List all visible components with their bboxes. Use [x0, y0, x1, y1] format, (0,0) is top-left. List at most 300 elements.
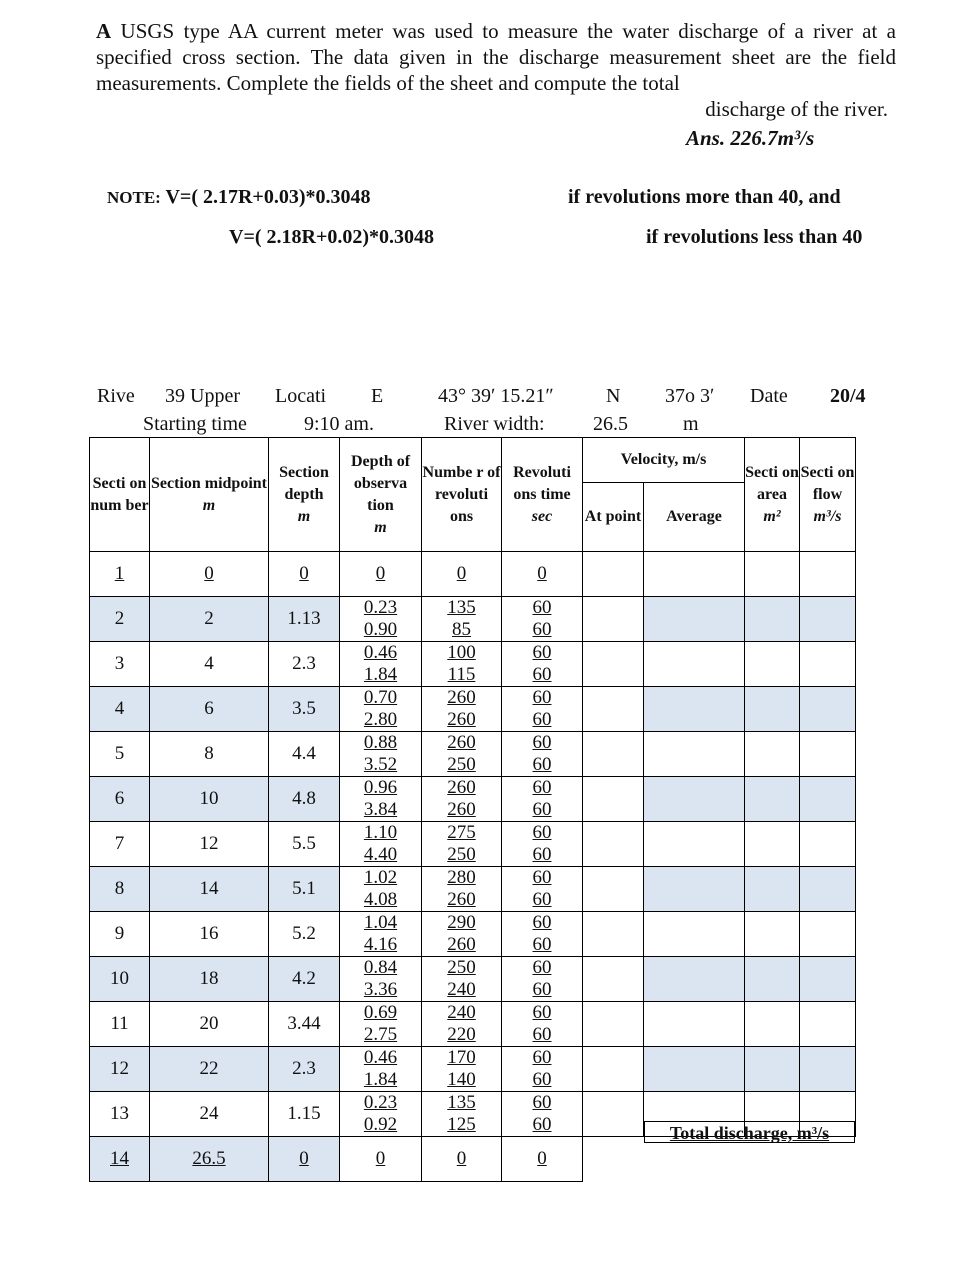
- obs-depth-value: 2.75: [363, 1024, 398, 1045]
- revolutions: [422, 732, 501, 776]
- col-section-flow: Secti on flow m³/s: [800, 438, 856, 552]
- cell-obs: [340, 687, 422, 732]
- revolutions: [422, 1047, 501, 1091]
- cell-vel-point[interactable]: [583, 1137, 644, 1182]
- rev-time-value: 60: [532, 844, 552, 865]
- cell-obs: 0: [340, 1137, 422, 1182]
- vel-point-blank-value: [583, 889, 643, 911]
- revolutions: [422, 822, 501, 866]
- cell-vel-point[interactable]: [583, 822, 644, 867]
- obs-depth-value: 4.40: [363, 844, 398, 865]
- cell-obs: [340, 642, 422, 687]
- rev-time-value: 60: [532, 687, 552, 708]
- note-label: NOTE:: [107, 188, 161, 207]
- obs-depth-value: 0.92: [363, 1114, 398, 1135]
- cell-depth: 1.13: [269, 597, 340, 642]
- revolutions-value: 135: [447, 1092, 476, 1113]
- cell-vel-point[interactable]: [583, 732, 644, 777]
- cell-num: 2: [90, 597, 150, 642]
- width-value: 26.5: [593, 413, 628, 435]
- obs-depth-value: 0.70: [363, 687, 398, 708]
- revolutions-value: 135: [447, 597, 476, 618]
- cell-vel-point[interactable]: [583, 912, 644, 957]
- cell-rev: [422, 912, 502, 957]
- cell-vel-point[interactable]: [583, 867, 644, 912]
- cell-vel-avg[interactable]: [644, 822, 745, 867]
- cell-obs: [340, 957, 422, 1002]
- revolutions-value: 170: [447, 1047, 476, 1068]
- cell-time: [502, 867, 583, 912]
- cell-depth: 0: [269, 552, 340, 597]
- obs-depth-value: 3.36: [363, 979, 398, 1000]
- cell-num: 12: [90, 1047, 150, 1092]
- col-velocity: Velocity, m/s: [583, 438, 745, 483]
- vel-point-blank-value: [583, 844, 643, 866]
- rev-time: [502, 1047, 582, 1091]
- revolutions-value: 280: [447, 867, 476, 888]
- river-value: 39 Upper: [165, 385, 240, 407]
- cell-area[interactable]: [745, 912, 800, 957]
- cell-flow[interactable]: [800, 1002, 856, 1047]
- cell-obs: [340, 732, 422, 777]
- rev-time: [502, 732, 582, 776]
- vel-point-blank: [583, 642, 643, 686]
- cell-mid: 4: [150, 642, 269, 687]
- vel-point-blank: [583, 732, 643, 776]
- rev-time-value: 60: [532, 777, 552, 798]
- rev-time-value: 60: [532, 1069, 552, 1090]
- table-row: [90, 867, 856, 912]
- revolutions-value: 125: [447, 1114, 476, 1135]
- cell-rev: [422, 1092, 502, 1137]
- revolutions-value: 100: [447, 642, 476, 663]
- vel-point-blank-value: [583, 777, 643, 799]
- revolutions: [422, 957, 501, 1001]
- cell-area[interactable]: [745, 642, 800, 687]
- obs-depth-value: 1.84: [363, 664, 398, 685]
- col-revolutions: Numbe r of revoluti ons: [422, 438, 502, 552]
- cell-time: [502, 777, 583, 822]
- revolutions: [422, 912, 501, 956]
- coord-1: 43° 39ʹ 15.21ʺ: [438, 385, 553, 407]
- revolutions: [422, 687, 501, 731]
- cell-rev: [422, 867, 502, 912]
- obs-depth-value: 0.96: [363, 777, 398, 798]
- vel-point-blank-value: [583, 619, 643, 641]
- cell-vel-point[interactable]: [583, 1002, 644, 1047]
- cell-mid: 6: [150, 687, 269, 732]
- cell-time: [502, 1002, 583, 1047]
- table-row: [90, 912, 856, 957]
- rev-time: [502, 867, 582, 911]
- cell-mid: 0: [150, 552, 269, 597]
- rev-time-value: 60: [532, 1114, 552, 1135]
- obs-depth-value: 1.04: [363, 912, 398, 933]
- revolutions: [422, 777, 501, 821]
- cell-vel-avg[interactable]: [644, 867, 745, 912]
- cell-num: 9: [90, 912, 150, 957]
- cell-time: [502, 732, 583, 777]
- cell-depth: 3.44: [269, 1002, 340, 1047]
- revolutions-value: 260: [447, 709, 476, 730]
- rev-time-value: 60: [532, 1047, 552, 1068]
- obs-depth: [340, 687, 421, 731]
- rev-time: [502, 912, 582, 956]
- obs-depth: [340, 957, 421, 1001]
- cell-flow[interactable]: [800, 687, 856, 732]
- rev-time-value: 60: [532, 1092, 552, 1113]
- cell-vel-avg[interactable]: [644, 777, 745, 822]
- cell-vel-avg[interactable]: [644, 912, 745, 957]
- cell-mid: 8: [150, 732, 269, 777]
- obs-depth: [340, 1002, 421, 1046]
- rev-time-value: 60: [532, 597, 552, 618]
- vel-point-blank-value: [583, 1024, 643, 1046]
- cell-mid: 2: [150, 597, 269, 642]
- cell-vel-avg[interactable]: [644, 1002, 745, 1047]
- vel-point-blank: [583, 867, 643, 911]
- revolutions-value: 115: [447, 664, 476, 685]
- obs-depth-value: 0.90: [363, 619, 398, 640]
- rev-time-value: 60: [532, 912, 552, 933]
- cell-flow[interactable]: [800, 957, 856, 1002]
- cell-flow[interactable]: [800, 867, 856, 912]
- obs-depth: [340, 642, 421, 686]
- cell-obs: [340, 912, 422, 957]
- col-section-number: Secti on num ber: [90, 438, 150, 552]
- date-label: Date: [750, 385, 788, 407]
- start-value: 9:10 am.: [304, 413, 374, 435]
- river-label: Rive: [97, 385, 135, 407]
- cell-rev: [422, 957, 502, 1002]
- vel-point-blank: [583, 687, 643, 731]
- obs-depth-value: 0.88: [363, 732, 398, 753]
- cell-vel-point[interactable]: [583, 687, 644, 732]
- cell-depth: 5.2: [269, 912, 340, 957]
- vel-point-blank-value: [583, 709, 643, 731]
- cell-num: 6: [90, 777, 150, 822]
- rev-time-value: 60: [532, 799, 552, 820]
- vel-point-blank-value: [583, 979, 643, 1001]
- cell-obs: [340, 822, 422, 867]
- cell-flow[interactable]: [800, 1047, 856, 1092]
- cell-mid: 24: [150, 1092, 269, 1137]
- table-row: [90, 597, 856, 642]
- revolutions-value: 260: [447, 799, 476, 820]
- cell-time: 0: [502, 552, 583, 597]
- cell-mid: 22: [150, 1047, 269, 1092]
- cell-vel-point[interactable]: [583, 1092, 644, 1137]
- rev-time: [502, 777, 582, 821]
- cell-depth: 5.5: [269, 822, 340, 867]
- problem-statement: [96, 18, 896, 122]
- cell-time: [502, 912, 583, 957]
- obs-depth-value: 0.46: [363, 1047, 398, 1068]
- vel-point-blank: [583, 822, 643, 866]
- revolutions-value: 260: [447, 687, 476, 708]
- rev-time: [502, 1092, 582, 1136]
- rev-time-value: 60: [532, 1002, 552, 1023]
- coord-n: N: [606, 385, 621, 407]
- rev-time-value: 60: [532, 754, 552, 775]
- cell-time: 0: [502, 1137, 583, 1182]
- cell-vel-point[interactable]: [583, 597, 644, 642]
- formula-2: V=( 2.18R+0.02)*0.3048: [229, 226, 434, 248]
- location-label: Locati: [275, 385, 327, 407]
- revolutions-value: 85: [452, 619, 471, 640]
- discharge-sheet: [89, 437, 856, 1182]
- cell-flow[interactable]: [800, 552, 856, 597]
- cell-area[interactable]: [745, 687, 800, 732]
- vel-point-blank-value: [583, 1047, 643, 1069]
- revolutions-value: 250: [447, 754, 476, 775]
- cell-rev: [422, 687, 502, 732]
- cell-rev: [422, 777, 502, 822]
- cell-rev: [422, 1002, 502, 1047]
- vel-point-blank-value: [583, 664, 643, 686]
- cell-obs: [340, 867, 422, 912]
- vel-point-blank-value: [583, 1069, 643, 1091]
- revolutions-value: 240: [447, 1002, 476, 1023]
- cell-flow[interactable]: [800, 912, 856, 957]
- col-section-depth: Section depth m: [269, 438, 340, 552]
- rev-time: [502, 822, 582, 866]
- cell-vel-avg[interactable]: [644, 552, 745, 597]
- cell-obs: [340, 1002, 422, 1047]
- cell-num: 5: [90, 732, 150, 777]
- cell-area[interactable]: [745, 552, 800, 597]
- cell-vel-avg[interactable]: [644, 957, 745, 1002]
- cell-rev: [422, 1047, 502, 1092]
- cell-time: [502, 822, 583, 867]
- table-row: [90, 1002, 856, 1047]
- coord-2: 37o 3ʹ: [665, 385, 715, 407]
- col-revolution-time: Revoluti ons time sec: [502, 438, 583, 552]
- obs-depth: [340, 1047, 421, 1091]
- cell-time: [502, 957, 583, 1002]
- rev-time-value: 60: [532, 957, 552, 978]
- rev-time-value: 60: [532, 664, 552, 685]
- cell-num: 7: [90, 822, 150, 867]
- obs-depth: [340, 777, 421, 821]
- vel-point-blank-value: [583, 1002, 643, 1024]
- problem-lead: A: [96, 19, 112, 43]
- rev-time-value: 60: [532, 867, 552, 888]
- obs-depth: [340, 732, 421, 776]
- cell-depth: 4.4: [269, 732, 340, 777]
- cell-time: [502, 687, 583, 732]
- obs-depth-value: 0.84: [363, 957, 398, 978]
- obs-depth-value: 1.10: [363, 822, 398, 843]
- cell-vel-avg[interactable]: [644, 1047, 745, 1092]
- cell-vel-avg[interactable]: [644, 687, 745, 732]
- cell-area[interactable]: [745, 777, 800, 822]
- problem-text: USGS type AA current meter was used to measure the water discharge of a river at a specified cross section. The data given in the discharge measurement sheet are the field measurements. Complete the fields of the sheet and compute the total: [96, 19, 896, 95]
- vel-point-blank-value: [583, 597, 643, 619]
- obs-depth-value: 2.80: [363, 709, 398, 730]
- col-section-area: Secti on area m²: [745, 438, 800, 552]
- cell-area[interactable]: [745, 732, 800, 777]
- rev-time-value: 60: [532, 934, 552, 955]
- cell-depth: 4.8: [269, 777, 340, 822]
- revolutions-value: 275: [447, 822, 476, 843]
- rev-time-value: 60: [532, 822, 552, 843]
- table-row: [90, 642, 856, 687]
- cell-area[interactable]: [745, 597, 800, 642]
- cell-obs: [340, 777, 422, 822]
- obs-depth: [340, 597, 421, 641]
- cell-mid: 14: [150, 867, 269, 912]
- cell-obs: [340, 597, 422, 642]
- cell-vel-avg[interactable]: [644, 597, 745, 642]
- rev-time-value: 60: [532, 732, 552, 753]
- obs-depth-value: 4.16: [363, 934, 398, 955]
- rev-time-value: 60: [532, 979, 552, 1000]
- cell-flow[interactable]: [800, 642, 856, 687]
- vel-point-blank-value: [583, 687, 643, 709]
- condition-1: if revolutions more than 40, and: [568, 186, 841, 208]
- cell-vel-point[interactable]: [583, 552, 644, 597]
- col-at-point: At point: [583, 483, 644, 552]
- revolutions-value: 240: [447, 979, 476, 1000]
- width-label: River width:: [444, 413, 545, 435]
- cell-vel-avg[interactable]: [644, 732, 745, 777]
- cell-mid: 18: [150, 957, 269, 1002]
- cell-depth: 2.3: [269, 642, 340, 687]
- cell-area[interactable]: [745, 957, 800, 1002]
- rev-time-value: 60: [532, 709, 552, 730]
- obs-depth: [340, 912, 421, 956]
- cell-vel-avg[interactable]: [644, 642, 745, 687]
- cell-num: 10: [90, 957, 150, 1002]
- vel-point-blank: [583, 1092, 643, 1136]
- cell-vel-point[interactable]: [583, 957, 644, 1002]
- cell-mid: 12: [150, 822, 269, 867]
- start-label: Starting time: [143, 413, 247, 435]
- cell-depth: 4.2: [269, 957, 340, 1002]
- cell-mid: 20: [150, 1002, 269, 1047]
- cell-rev: [422, 822, 502, 867]
- obs-depth-value: 1.02: [363, 867, 398, 888]
- cell-time: [502, 597, 583, 642]
- cell-area[interactable]: [745, 1002, 800, 1047]
- vel-point-blank-value: [583, 732, 643, 754]
- cell-rev: [422, 732, 502, 777]
- obs-depth-value: 3.52: [363, 754, 398, 775]
- revolutions-value: 250: [447, 957, 476, 978]
- cell-rev: 0: [422, 1137, 502, 1182]
- obs-depth: [340, 867, 421, 911]
- obs-depth-value: 0.23: [363, 597, 398, 618]
- cell-num: 1: [90, 552, 150, 597]
- vel-point-blank-value: [583, 867, 643, 889]
- col-average: Average: [644, 483, 745, 552]
- cell-area[interactable]: [745, 822, 800, 867]
- total-discharge-label: Total discharge, m³/s: [644, 1121, 855, 1143]
- revolutions-value: 260: [447, 732, 476, 753]
- rev-time-value: 60: [532, 889, 552, 910]
- cell-area[interactable]: [745, 1047, 800, 1092]
- table-row: [90, 777, 856, 822]
- cell-num: 14: [90, 1137, 150, 1182]
- cell-depth: 2.3: [269, 1047, 340, 1092]
- cell-obs: 0: [340, 552, 422, 597]
- rev-time: [502, 957, 582, 1001]
- obs-depth-value: 1.84: [363, 1069, 398, 1090]
- revolutions: [422, 867, 501, 911]
- cell-vel-point[interactable]: [583, 1047, 644, 1092]
- cell-vel-point[interactable]: [583, 642, 644, 687]
- cell-num: 4: [90, 687, 150, 732]
- cell-rev: [422, 642, 502, 687]
- cell-depth: 5.1: [269, 867, 340, 912]
- cell-num: 8: [90, 867, 150, 912]
- vel-point-blank-value: [583, 642, 643, 664]
- rev-time-value: 60: [532, 1024, 552, 1045]
- cell-flow[interactable]: [800, 777, 856, 822]
- obs-depth: [340, 1092, 421, 1136]
- col-observation-depth: Depth of observa tion m: [340, 438, 422, 552]
- revolutions-value: 140: [447, 1069, 476, 1090]
- vel-point-blank-value: [583, 912, 643, 934]
- cell-vel-point[interactable]: [583, 777, 644, 822]
- table-row: [90, 732, 856, 777]
- vel-point-blank-value: [583, 1092, 643, 1114]
- answer: Ans. 226.7m³/s: [686, 126, 815, 150]
- vel-point-blank-value: [583, 799, 643, 821]
- cell-num: 11: [90, 1002, 150, 1047]
- vel-point-blank: [583, 1002, 643, 1046]
- cell-time: [502, 1092, 583, 1137]
- problem-last-line: discharge of the river.: [705, 97, 888, 121]
- cell-depth: 1.15: [269, 1092, 340, 1137]
- vel-point-blank: [583, 1047, 643, 1091]
- condition-2: if revolutions less than 40: [646, 226, 863, 248]
- table-row: [90, 687, 856, 732]
- cell-flow[interactable]: [800, 597, 856, 642]
- col-section-midpoint: Section midpoint m: [150, 438, 269, 552]
- cell-area[interactable]: [745, 867, 800, 912]
- cell-mid: 10: [150, 777, 269, 822]
- rev-time-value: 60: [532, 619, 552, 640]
- vel-point-blank-value: [583, 934, 643, 956]
- table-row: [90, 1047, 856, 1092]
- cell-flow[interactable]: [800, 732, 856, 777]
- cell-depth: 0: [269, 1137, 340, 1182]
- location-e: E: [371, 385, 384, 407]
- table-row: [90, 822, 856, 867]
- rev-time: [502, 1002, 582, 1046]
- cell-obs: [340, 1047, 422, 1092]
- vel-point-blank: [583, 957, 643, 1001]
- cell-rev: [422, 597, 502, 642]
- cell-rev: 0: [422, 552, 502, 597]
- cell-mid: 26.5: [150, 1137, 269, 1182]
- obs-depth: [340, 822, 421, 866]
- formula-1: V=( 2.17R+0.03)*0.3048: [165, 186, 371, 208]
- rev-time-value: 60: [532, 642, 552, 663]
- cell-depth: 3.5: [269, 687, 340, 732]
- width-unit: m: [683, 413, 699, 435]
- revolutions-value: 260: [447, 934, 476, 955]
- cell-flow[interactable]: [800, 822, 856, 867]
- revolutions-value: 220: [447, 1024, 476, 1045]
- table-row: [90, 552, 856, 597]
- vel-point-blank-value: [583, 822, 643, 844]
- obs-depth-value: 0.69: [363, 1002, 398, 1023]
- vel-point-blank-value: [583, 957, 643, 979]
- cell-time: [502, 1047, 583, 1092]
